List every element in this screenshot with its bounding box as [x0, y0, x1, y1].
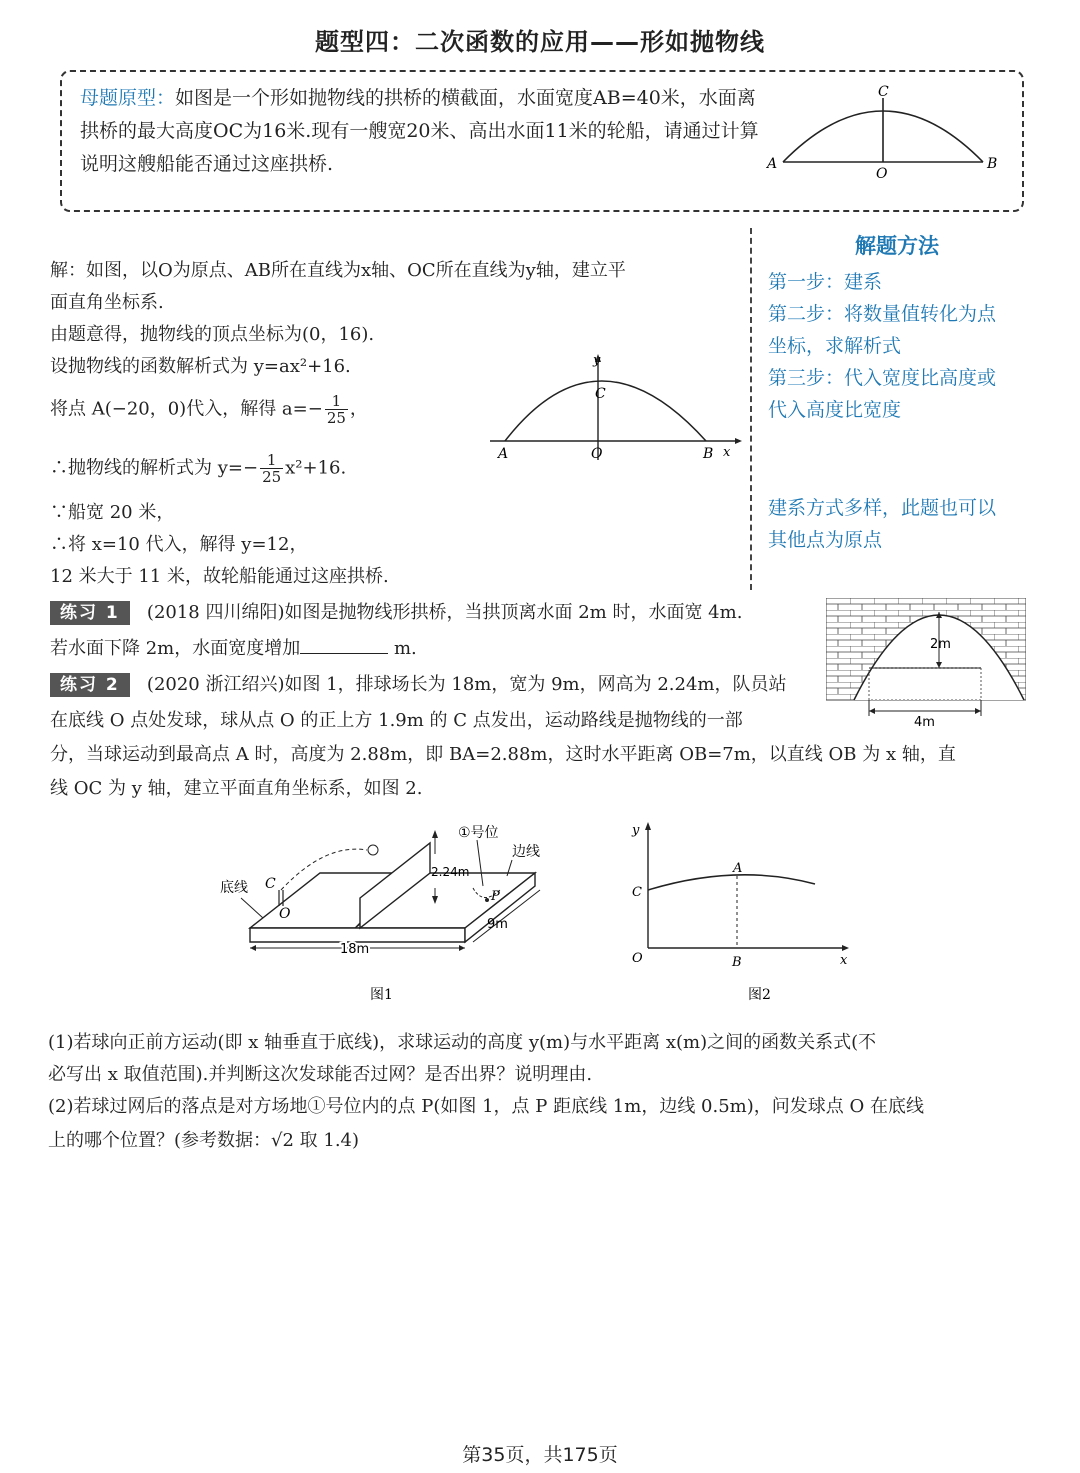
exercise-1-line-2: 若水面下降 2m，水面宽度增加 m.	[50, 638, 417, 659]
baseline-label: 底线	[220, 880, 248, 896]
method-note-b: 其他点为原点	[768, 529, 883, 551]
method-step-3b: 代入高度比宽度	[768, 399, 902, 421]
solution-line-5: 将点 A(−20，0)代入，解得 a=− $\frac{1}{25}$ ，	[50, 392, 368, 427]
solution-line-7: ∵船宽 20 米，	[50, 502, 175, 523]
length-label: 18m	[340, 942, 370, 957]
page-number: 第35页，共175页	[462, 1444, 618, 1466]
exercise-2-line-2: 在底线 O 点处发球，球从点 O 的正上方 1.9m 的 C 点发出，运动路线是抛物线的一部	[50, 710, 743, 731]
a-label: A	[733, 861, 743, 876]
x-label: x	[840, 953, 848, 968]
solution-line-3: 由题意得，抛物线的顶点坐标为(0，16).	[50, 324, 375, 345]
brick-arch-figure	[826, 598, 1026, 730]
question-2b: 上的哪个位置？(参考数据：√2 取 1.4)	[48, 1130, 360, 1151]
method-step-2a: 第二步：将数量值转化为点	[768, 303, 997, 325]
trajectory-curve	[648, 875, 815, 890]
o-label: O	[632, 951, 643, 966]
b-label: B	[732, 955, 742, 970]
c-label: C	[265, 876, 276, 892]
prototype-label: 母题原型：	[80, 87, 176, 109]
divider	[750, 228, 752, 590]
label-b: B	[987, 156, 998, 172]
solution-line-2: 面直角坐标系.	[50, 292, 164, 313]
method-step-2b: 坐标，求解析式	[768, 335, 902, 357]
solution-line-4: 设抛物线的函数解析式为 y=ax²+16.	[50, 356, 351, 377]
position-label: ①号位	[458, 825, 499, 841]
figure-2-caption: 图2	[748, 987, 771, 1003]
arch-diagram	[765, 80, 1005, 190]
height-label: 2m	[930, 637, 951, 652]
method-title: 解题方法	[855, 234, 939, 258]
o-label: O	[591, 446, 603, 462]
method-step-3a: 第三步：代入宽度比高度或	[768, 367, 997, 389]
question-1a: (1)若球向正前方运动(即 x 轴垂直于底线)，求球运动的高度 y(m)与水平距离 x(m)之间的函数关系式(不	[48, 1032, 877, 1053]
solution-line-1: 解：如图，以O为原点、AB所在直线为x轴、OC所在直线为y轴，建立平	[50, 260, 626, 281]
prototype-body: 如图是一个形如抛物线的拱桥的横截面，水面宽度AB=40米，水面离拱桥的最大高度OC为16米.现有一艘宽20米、高出水面11米的轮船，请通过计算说明这艘船能否通过这座拱桥.	[80, 87, 759, 175]
solution-line-6: ∴抛物线的解析式为 y=− $\frac{1}{25}$ x²+16.	[50, 451, 347, 486]
coordinate-graph	[485, 350, 745, 470]
point-p	[485, 898, 489, 902]
exercise-2-line-3: 分，当球运动到最高点 A 时，高度为 2.88m，即 BA=2.88m，这时水平距离 OB=7m，以直线 OB 为 x 轴，直	[50, 744, 956, 765]
exercise-2-tag: 练习 2	[50, 673, 130, 697]
label-o: O	[876, 166, 888, 182]
ball	[368, 845, 378, 855]
question-2a: (2)若球过网后的落点是对方场地①号位内的点 P(如图 1，点 P 距底线 1m，边线 0.5m)，问发球点 O 在底线	[48, 1096, 924, 1117]
method-note-a: 建系方式多样，此题也可以	[768, 497, 997, 519]
exercise-2-line-1: 练习 2 (2020 浙江绍兴)如图 1，排球场长为 18m，宽为 9m，网高为 2.24m，队员站	[50, 668, 820, 702]
solution-line-8: ∴将 x=10 代入，解得 y=12，	[50, 534, 308, 555]
b-label: B	[703, 446, 714, 462]
label-c: C	[878, 84, 889, 100]
fraction: $\frac{1}{25}$	[326, 392, 346, 427]
method-step-1: 第一步：建系	[768, 271, 883, 293]
figure-1-caption: 图1	[370, 987, 393, 1003]
width-label: 4m	[914, 715, 935, 730]
court-figure	[215, 818, 560, 1013]
net-height: 2.24m	[431, 865, 470, 879]
exercise-1-line-1: 练习 1 (2018 四川绵阳)如图是抛物线形拱桥，当拱顶离水面 2m 时，水面宽 4m.	[50, 596, 820, 630]
c-label: C	[632, 885, 642, 900]
fraction: $\frac{1}{25}$	[262, 451, 282, 486]
y-label: y	[593, 353, 601, 368]
a-label: A	[498, 446, 509, 462]
question-1b: 必写出 x 取值范围).并判断这次发球能否过网？是否出界？说明理由.	[48, 1064, 593, 1085]
sideline-label: 边线	[512, 844, 540, 860]
answer-blank	[300, 653, 388, 654]
solution-line-9: 12 米大于 11 米，故轮船能通过这座拱桥.	[50, 566, 389, 587]
exercise-1-tag: 练习 1	[50, 601, 130, 625]
o-label: O	[279, 906, 291, 922]
prototype-text	[80, 82, 760, 181]
label-a: A	[767, 156, 778, 172]
x-label: x	[723, 445, 731, 460]
width-label: 9m	[487, 917, 508, 932]
y-label: y	[632, 823, 640, 838]
page-title: 题型四：二次函数的应用——形如抛物线	[315, 28, 765, 56]
p-label: P	[491, 889, 500, 904]
trajectory-graph	[620, 818, 860, 1013]
exercise-2-line-4: 线 OC 为 y 轴，建立平面直角坐标系，如图 2.	[50, 778, 423, 799]
c-label: C	[595, 386, 606, 402]
